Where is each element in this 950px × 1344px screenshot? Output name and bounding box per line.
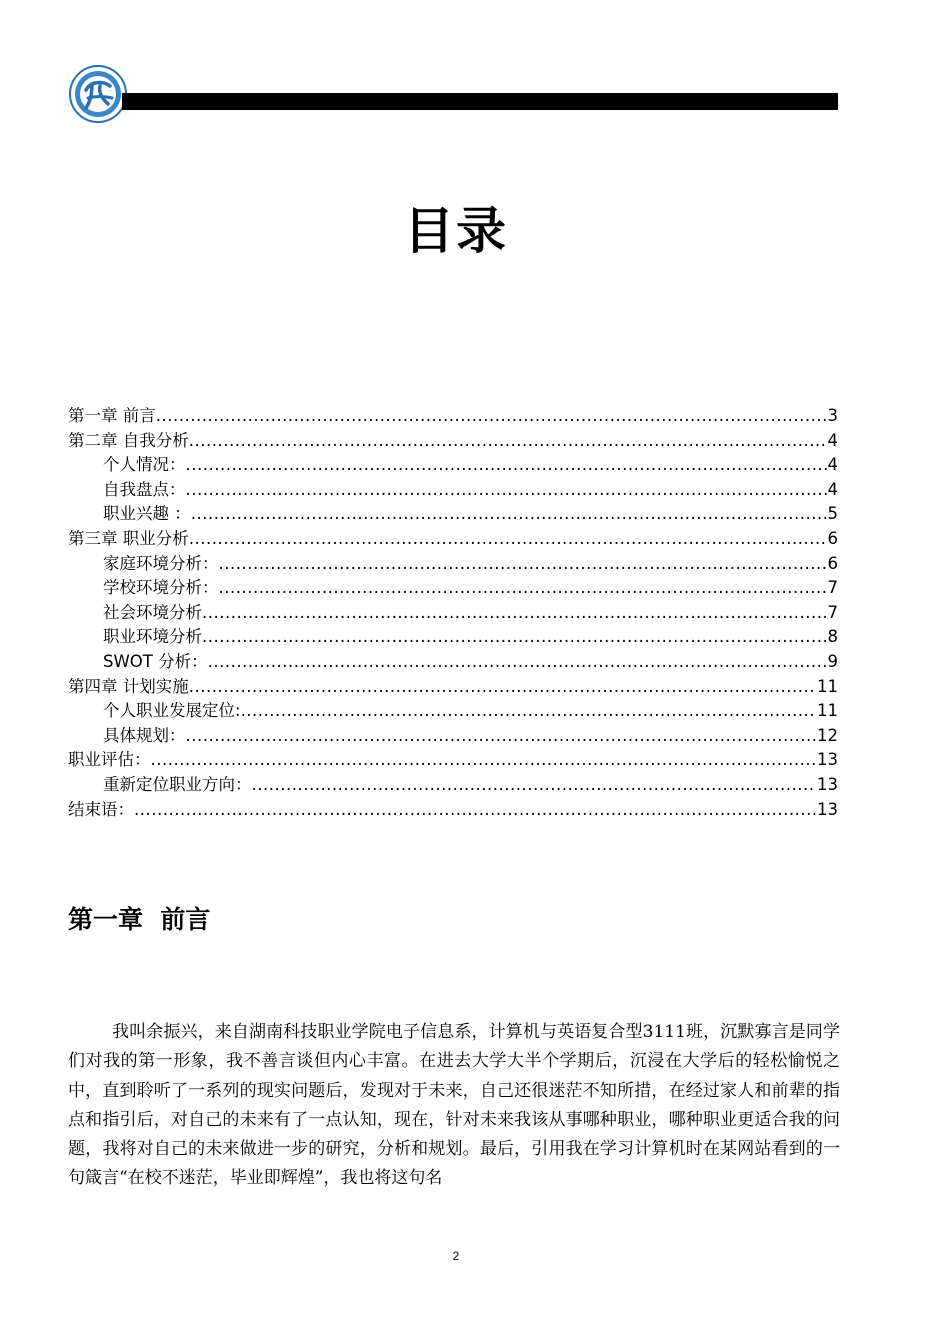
toc-title: 目录 <box>404 202 508 260</box>
toc-entry[interactable] <box>68 601 838 626</box>
toc-entry-page: 12 <box>817 725 838 745</box>
toc-leader-dots <box>202 601 827 626</box>
toc-entry-label: 学校环境分析： <box>103 578 219 598</box>
toc-entry[interactable] <box>68 650 838 675</box>
toc-entry[interactable] <box>68 552 838 577</box>
header-rule <box>122 93 838 110</box>
toc-entry-page: 6 <box>827 528 838 548</box>
toc-entry-label: 职业环境分析 <box>103 627 202 647</box>
toc-leader-dots <box>241 699 816 724</box>
toc-entry-page: 4 <box>827 430 838 450</box>
page-number: 2 <box>452 1249 460 1263</box>
toc-entry[interactable] <box>68 724 838 749</box>
toc-leader-dots <box>151 748 817 773</box>
toc-entry-page: 5 <box>827 504 838 524</box>
toc-leader-dots <box>186 453 827 478</box>
toc-entry-page: 4 <box>827 479 838 499</box>
toc-leader-dots <box>186 478 827 503</box>
toc-entry[interactable] <box>68 404 838 429</box>
toc-entry-page: 9 <box>827 651 838 671</box>
toc-entry-page: 13 <box>817 799 838 819</box>
toc-leader-dots <box>252 773 817 798</box>
toc-entry-label: 社会环境分析 <box>103 602 202 622</box>
toc-entry-label: 自我盘点： <box>103 479 186 499</box>
toc-leader-dots <box>189 429 827 454</box>
toc-entry-label: 第四章 计划实施 <box>68 676 189 696</box>
toc-leader-dots <box>186 724 817 749</box>
toc-leader-dots <box>134 798 816 823</box>
toc-entry-label: 家庭环境分析： <box>103 553 219 573</box>
toc-entry[interactable] <box>68 478 838 503</box>
toc-entry-label: 第三章 职业分析 <box>68 528 189 548</box>
toc-entry[interactable] <box>68 699 838 724</box>
toc-entry[interactable] <box>68 576 838 601</box>
toc-entry-label: 结束语： <box>68 799 134 819</box>
toc-entry[interactable] <box>68 798 838 823</box>
toc-leader-dots <box>189 675 816 700</box>
toc-entry[interactable] <box>68 453 838 478</box>
toc-entry-label: 职业评估： <box>68 750 151 770</box>
toc-entry[interactable] <box>68 527 838 552</box>
toc-entry-page: 7 <box>827 578 838 598</box>
toc-entry-label: 第二章 自我分析 <box>68 430 189 450</box>
toc-entry-label: 重新定位职业方向： <box>103 774 252 794</box>
toc-entry-page: 6 <box>827 553 838 573</box>
toc-entry-label: 具体规划： <box>103 725 186 745</box>
toc-entry[interactable] <box>68 773 838 798</box>
body-paragraph: 我叫余振兴，来自湖南科技职业学院电子信息系，计算机与英语复合型3111班，沉默寡言是同学们对我的第一形象，我不善言谈但内心丰富。在进去大学大半个学期后，沉浸在大学后的轻松愉悦之中，直到聆听了一系列的现实问题后，发现对于未来，自己还很迷茫不知所措，在经过家人和前辈的指点和指引后，对自己的未来有了一点认知，现在，针对未来我该从事哪种职业，哪种职业更适合我的问题，我将对自己的未来做进一步的研究，分析和规划。最后，引用我在学习计算机时在某网站看到的一句箴言“在校不迷茫，毕业即辉煌”，我也将这句名 <box>68 1022 840 1189</box>
toc-leader-dots <box>208 650 827 675</box>
toc-entry-page: 3 <box>827 406 838 425</box>
toc-leader-dots <box>219 552 827 577</box>
toc-entry-page: 13 <box>817 750 838 770</box>
school-emblem-icon <box>68 64 128 124</box>
toc-entry-label: 个人情况： <box>103 455 186 475</box>
toc-entry[interactable] <box>68 429 838 454</box>
toc-entry[interactable] <box>68 748 838 773</box>
toc-entry-label: 职业兴趣 ： <box>103 504 191 524</box>
toc-entry-page: 11 <box>817 701 838 721</box>
toc-entry[interactable] <box>68 675 838 700</box>
table-of-contents <box>68 404 838 822</box>
toc-leader-dots <box>189 527 827 552</box>
toc-entry-page: 8 <box>827 627 838 647</box>
toc-leader-dots <box>191 502 827 527</box>
toc-entry[interactable] <box>68 625 838 650</box>
toc-entry-label: 个人职业发展定位: <box>103 701 241 721</box>
toc-leader-dots <box>156 404 827 429</box>
toc-entry-page: 7 <box>827 602 838 622</box>
toc-entry-page: 4 <box>827 455 838 475</box>
toc-entry[interactable] <box>68 502 838 527</box>
toc-entry-label: 第一章 前言 <box>68 406 156 425</box>
toc-leader-dots <box>219 576 827 601</box>
toc-entry-page: 11 <box>817 676 838 696</box>
toc-entry-label: SWOT 分析： <box>103 651 208 671</box>
chapter-heading: 第一章 前言 <box>68 905 211 934</box>
toc-entry-page: 13 <box>817 774 838 794</box>
toc-leader-dots <box>202 625 827 650</box>
